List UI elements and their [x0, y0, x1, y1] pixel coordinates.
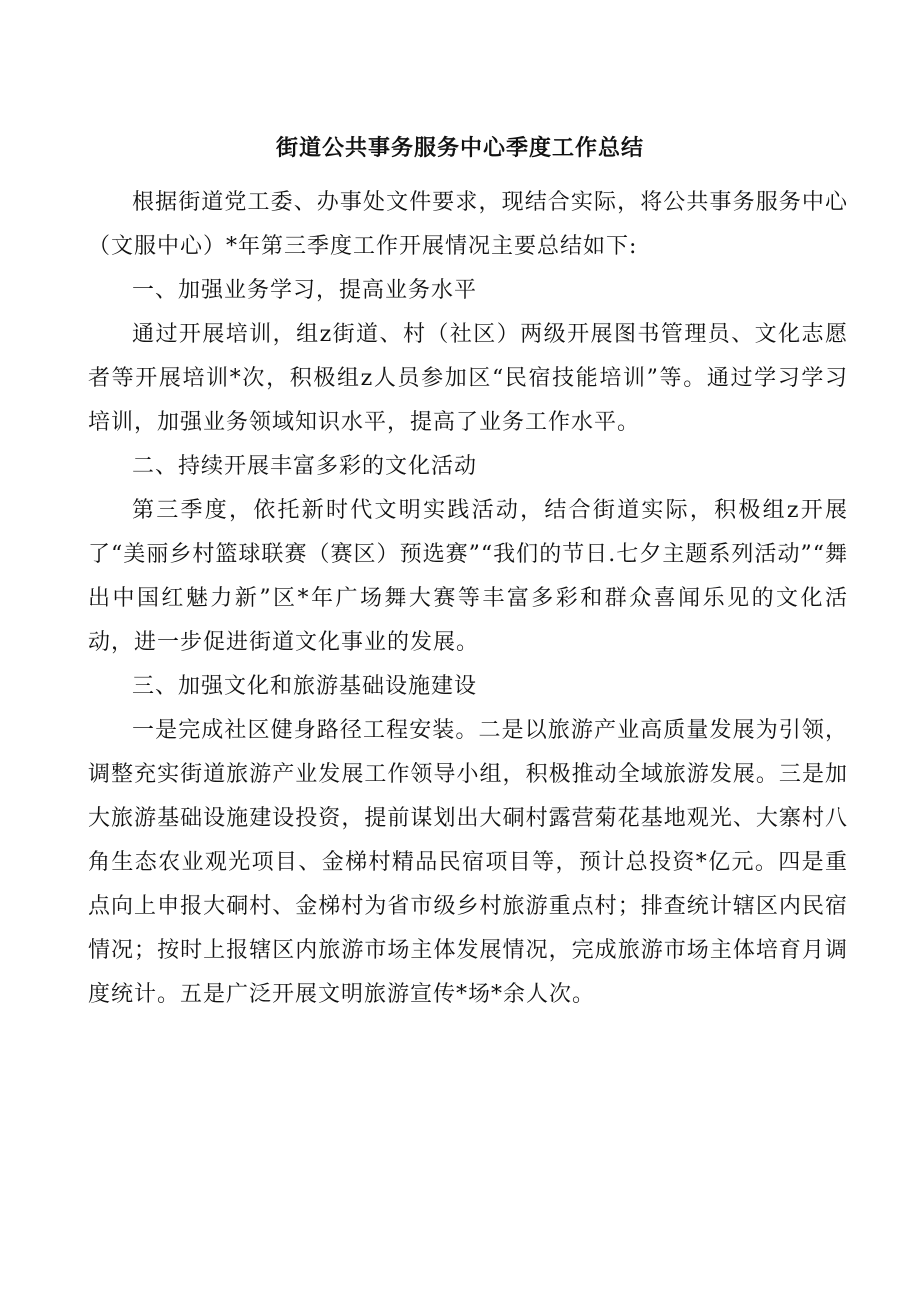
section-heading-1: 一、加强业务学习，提高业务水平 [132, 278, 478, 303]
section-2-paragraph: 第三季度，依托新时代文明实践活动，结合街道实际，积极组z开展了“美丽乡村篮球联赛（赛区）预选赛”“我们的节日.七夕主题系列活动”“舞出中国红魅力新”区*年广场舞大赛等丰富多彩和群众喜闻乐见的文化活动，进一步促进街道文化事业的发展。 [88, 498, 848, 655]
section-3-paragraph: 一是完成社区健身路径工程安装。二是以旅游产业高质量发展为引领，调整充实街道旅游产业发展工作领导小组，积极推动全域旅游发展。三是加大旅游基础设施建设投资，提前谋划出大硐村露营菊花基地观光、大寨村八角生态农业观光项目、金梯村精品民宿项目等，预计总投资*亿元。四是重点向上申报大硐村、金梯村为省市级乡村旅游重点村；排查统计辖区内民宿情况；按时上报辖区内旅游市场主体发展情况，完成旅游市场主体培育月调度统计。五是广泛开展文明旅游宣传*场*余人次。 [88, 718, 848, 1007]
section-heading-2: 二、持续开展丰富多彩的文化活动 [132, 454, 478, 479]
section-heading-3: 三、加强文化和旅游基础设施建设 [132, 674, 478, 699]
document-body [88, 181, 848, 1017]
document-title: 街道公共事务服务中心季度工作总结 [275, 135, 644, 161]
section-1-paragraph: 通过开展培训，组z街道、村（社区）两级开展图书管理员、文化志愿者等开展培训*次，积极组z人员参加区“民宿技能培训”等。通过学习学习培训，加强业务领域知识水平，提高了业务工作水平。 [88, 322, 848, 435]
intro-paragraph: 根据街道党工委、办事处文件要求，现结合实际，将公共事务服务中心（文服中心）*年第三季度工作开展情况主要总结如下: [88, 190, 848, 259]
